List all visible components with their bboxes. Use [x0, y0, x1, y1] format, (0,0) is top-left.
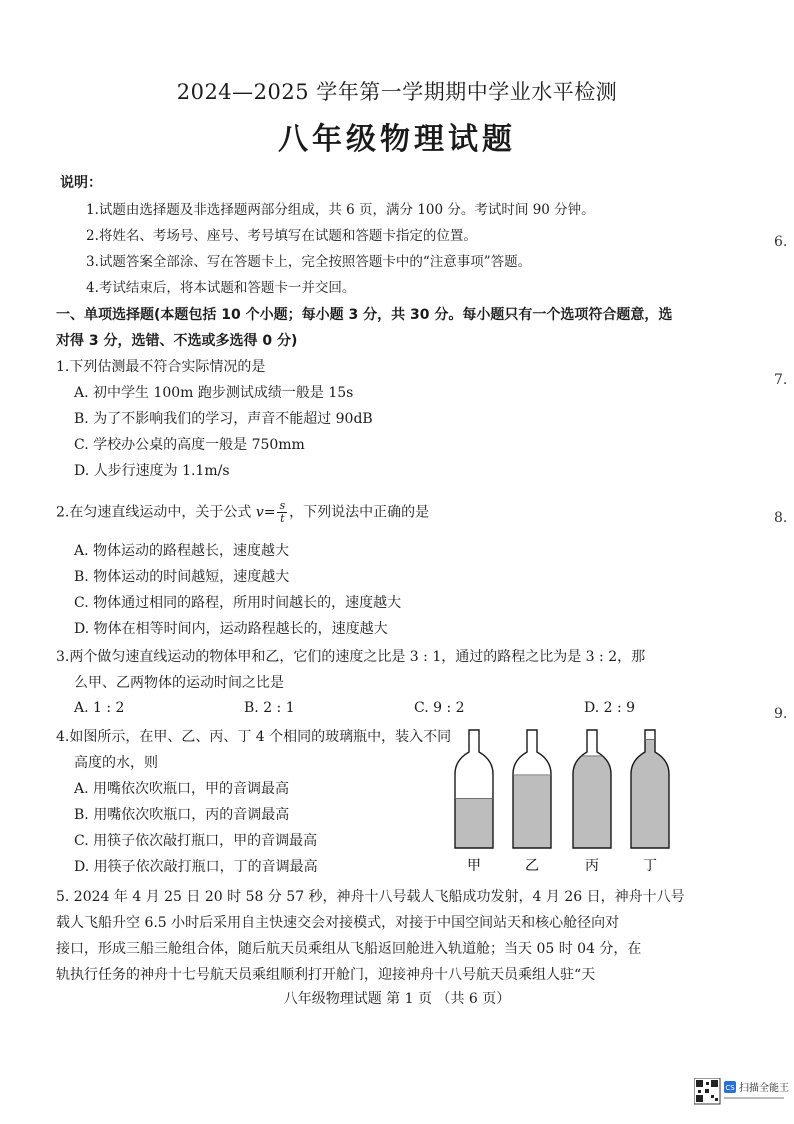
- question-5-line: 轨执行任务的神舟十七号航天员乘组顺利打开舱门，迎接神舟十八号航天员乘组人驻“天: [56, 967, 596, 983]
- question-3-stem: 3.两个做匀速直线运动的物体甲和乙，它们的速度之比是 3 : 1，通过的路程之比为是 3 : 2，那: [56, 649, 646, 665]
- margin-question-number: 8.: [774, 510, 788, 526]
- bottle-water: [630, 739, 670, 848]
- question-5-line: 载人飞船升空 6.5 小时后采用自主快速交会对接模式，对接于中国空间站天和核心舱径向对: [56, 915, 620, 931]
- question-2-option-d: D. 物体在相等时间内，运动路程越长的，速度越大: [74, 621, 388, 637]
- bottle-jia: [454, 730, 494, 848]
- question-5-line: 接口，形成三船三舱组合体，随后航天员乘组从飞船返回舱进入轨道舱；当天 05 时 04 分，在: [56, 941, 642, 957]
- stamp-text: 扫描全能王: [739, 1083, 789, 1094]
- margin-question-number: 9.: [774, 706, 788, 722]
- bottle-label-yi: 乙: [525, 858, 539, 874]
- question-1-option-a: A. 初中学生 100m 跑步测试成绩一般是 15s: [74, 385, 354, 401]
- question-3-option-a: A. 1 : 2: [74, 700, 125, 716]
- question-2-stem-after: ，下列说法中正确的是: [289, 504, 430, 521]
- question-2-option-c: C. 物体通过相同的路程，所用时间越长的，速度越大: [74, 595, 402, 611]
- question-2-stem-before: 2.在匀速直线运动中，关于公式: [56, 504, 256, 521]
- instructions-heading: 说明：: [60, 175, 102, 191]
- question-4-option-a: A. 用嘴依次吹瓶口，甲的音调最高: [74, 781, 290, 797]
- exam-title: 八年级物理试题: [278, 122, 516, 157]
- instruction-item: 3.试题答案全部涂、写在答题卡上，完全按照答题卡中的“注意事项”答题。: [86, 254, 532, 270]
- formula-equals: =: [263, 504, 276, 521]
- bottle-water: [572, 756, 612, 848]
- question-4-stem: 4.如图所示，在甲、乙、丙、丁 4 个相同的玻璃瓶中，装入不同: [56, 729, 452, 745]
- qr-code-icon: [694, 1078, 790, 1108]
- bottle-water: [454, 798, 494, 848]
- question-2-option-a: A. 物体运动的路程越长，速度越大: [74, 543, 290, 559]
- margin-question-number: 7.: [774, 372, 788, 388]
- question-4-option-c: C. 用筷子依次敲打瓶口，甲的音调最高: [74, 833, 318, 849]
- bottle-ding: [630, 730, 670, 848]
- question-3-option-d: D. 2 : 9: [584, 700, 636, 716]
- question-1-option-d: D. 人步行速度为 1.1m/s: [74, 463, 230, 479]
- question-2-option-b: B. 物体运动的时间越短，速度越大: [74, 569, 290, 585]
- question-2-stem: [56, 500, 429, 525]
- formula-fraction: [277, 500, 287, 525]
- exam-header: 2024—2025 学年第一学期期中学业水平检测: [176, 80, 618, 104]
- stamp-badge: CS: [725, 1084, 735, 1092]
- bottle-yi: [512, 730, 552, 848]
- question-5-line: 5. 2024 年 4 月 25 日 20 时 58 分 57 秒，神舟十八号载人飞船成功发射，4 月 26 日，神舟十八号: [56, 889, 685, 905]
- question-4-option-b: B. 用嘴依次吹瓶口，丙的音调最高: [74, 807, 290, 823]
- instruction-item: 2.将姓名、考场号、座号、考号填写在试题和答题卡指定的位置。: [86, 228, 477, 244]
- bottle-water: [512, 775, 552, 848]
- section-heading-cont: 对得 3 分，选错、不选或多选得 0 分): [56, 333, 298, 349]
- question-1-stem: 1.下列估测最不符合实际情况的是: [56, 359, 266, 375]
- instruction-item: 1.试题由选择题及非选择题两部分组成，共 6 页，满分 100 分。考试时间 90 分钟。: [86, 202, 595, 218]
- question-3-stem-cont: 么甲、乙两物体的运动时间之比是: [74, 675, 284, 691]
- question-4-option-d: D. 用筷子依次敲打瓶口，丁的音调最高: [74, 859, 318, 875]
- bottle-label-ding: 丁: [643, 858, 657, 874]
- question-3-option-c: C. 9 : 2: [414, 700, 465, 716]
- page-footer: 八年级物理试题 第 1 页 （共 6 页）: [283, 991, 511, 1007]
- question-1-option-b: B. 为了不影响我们的学习，声音不能超过 90dB: [74, 411, 373, 427]
- formula-denominator: t: [280, 512, 285, 525]
- scanner-watermark: [694, 1078, 790, 1108]
- bottle-bing: [572, 730, 612, 848]
- section-heading: 一、单项选择题(本题包括 10 个小题；每小题 3 分，共 30 分。每小题只有一个选项符合题意，选: [56, 307, 673, 323]
- formula-numerator: s: [279, 499, 286, 512]
- question-4-stem-cont: 高度的水，则: [74, 755, 158, 771]
- formula-v: v: [255, 504, 264, 521]
- margin-question-number: 6.: [774, 234, 788, 250]
- question-3-option-b: B. 2 : 1: [244, 700, 295, 716]
- bottles-figure: [452, 726, 672, 874]
- bottle-label-bing: 丙: [585, 858, 599, 874]
- instruction-item: 4.考试结束后，将本试题和答题卡一并交回。: [86, 280, 356, 296]
- bottle-label-jia: 甲: [467, 858, 481, 874]
- question-1-option-c: C. 学校办公桌的高度一般是 750mm: [74, 437, 305, 453]
